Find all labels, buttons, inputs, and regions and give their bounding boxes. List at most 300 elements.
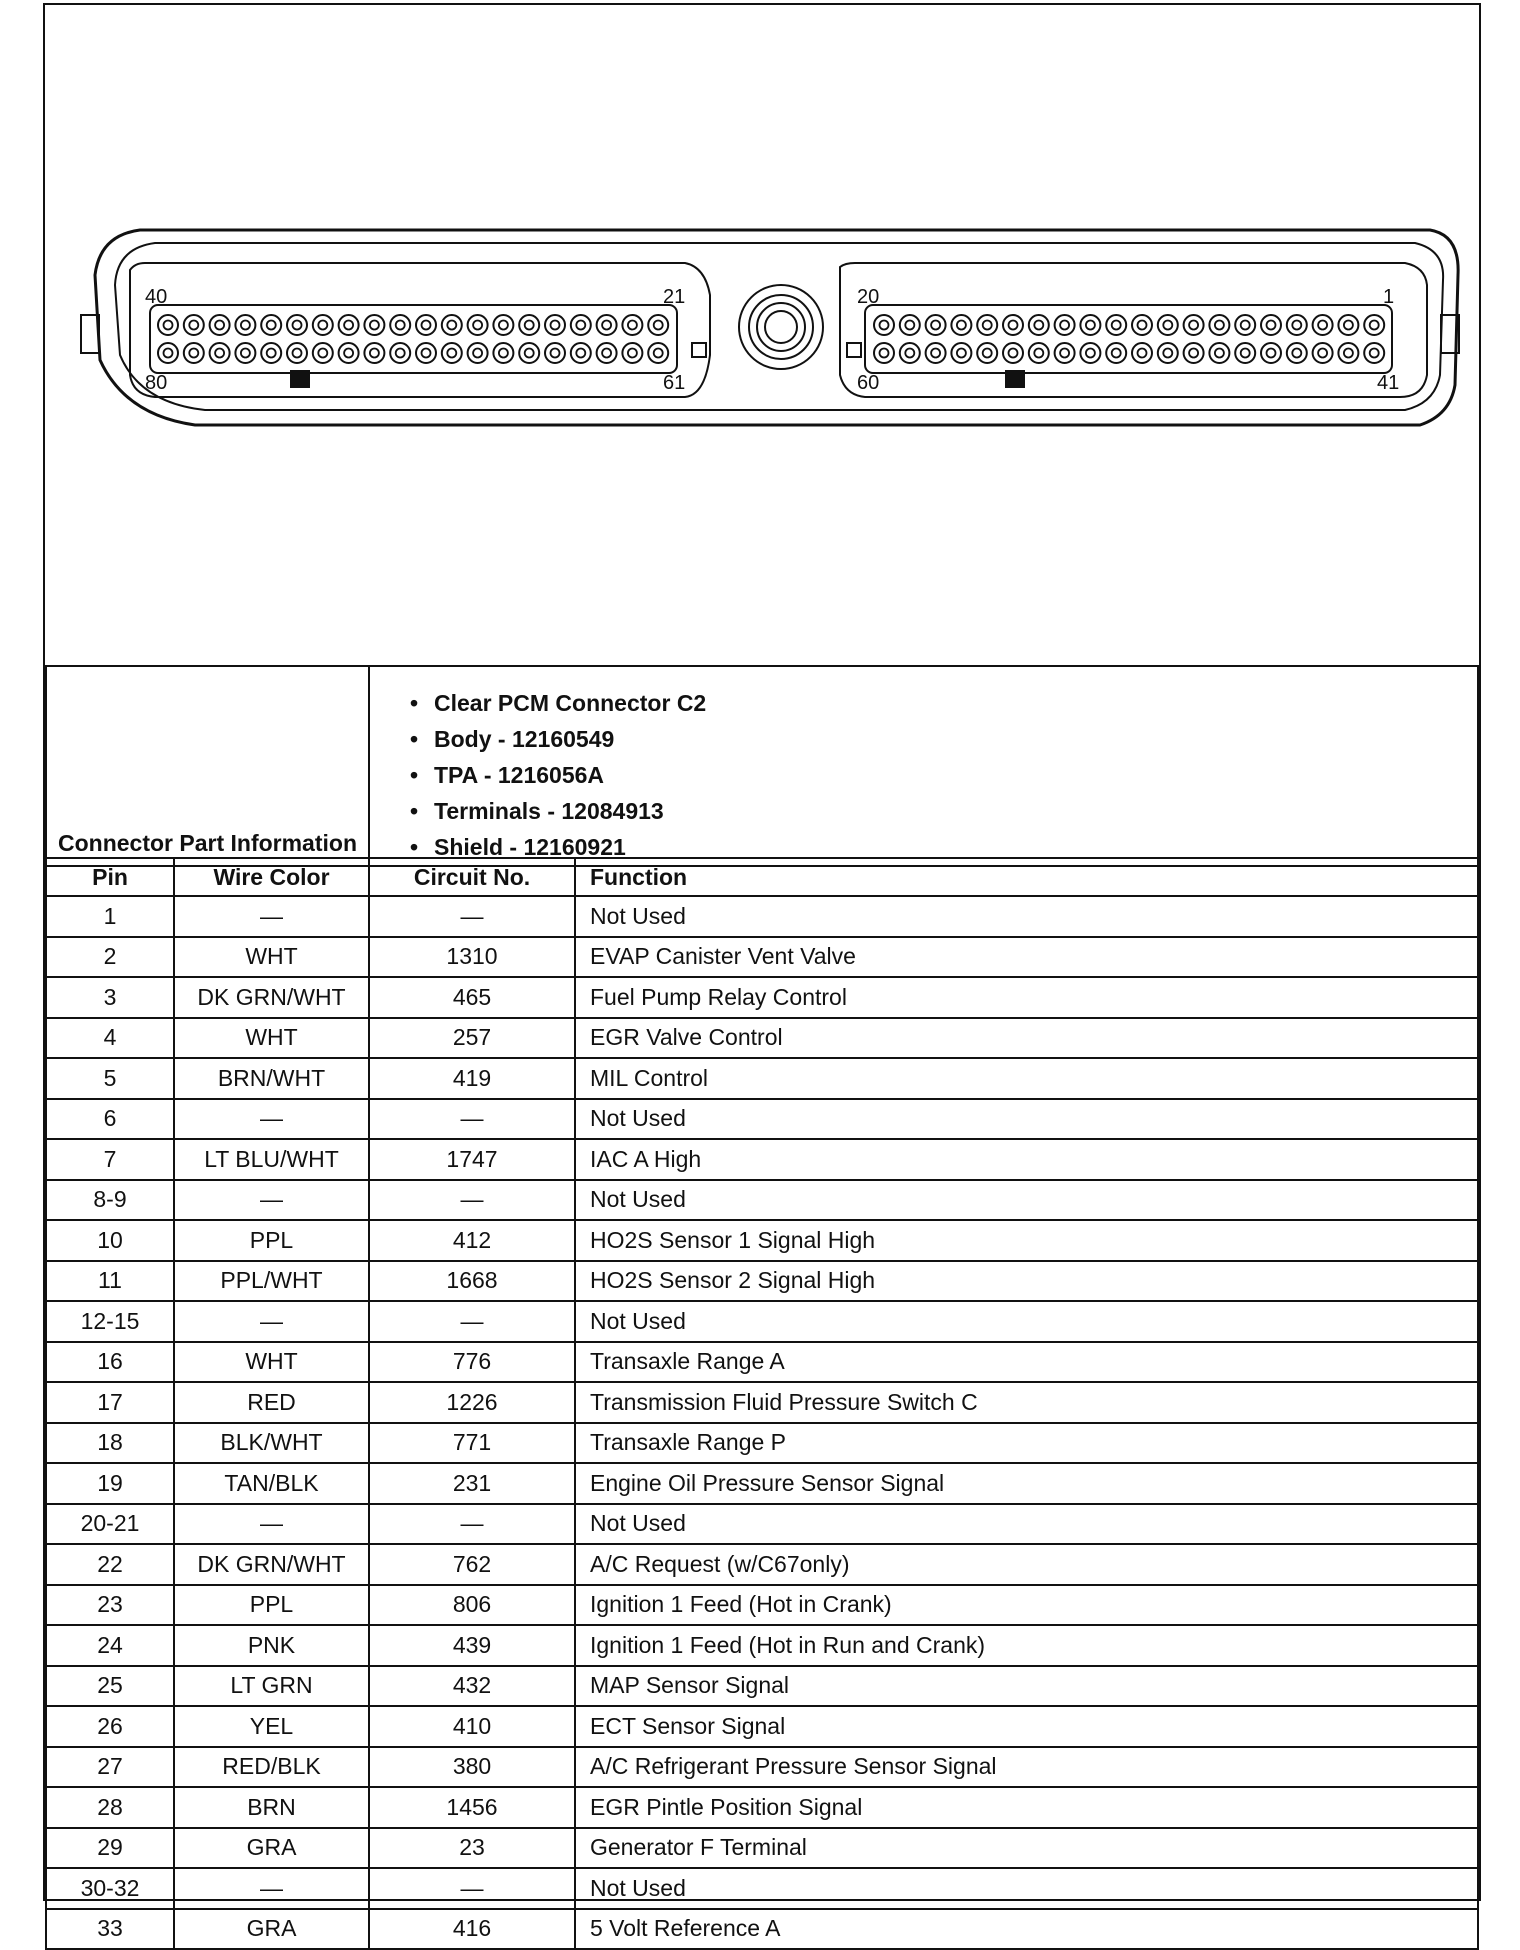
cell-circuit: 439 [369,1625,575,1666]
pin-cavity [468,315,488,335]
cell-pin: 27 [46,1747,174,1788]
cell-pin: 5 [46,1058,174,1099]
right-key [847,343,861,357]
cell-wire-color: TAN/BLK [174,1463,369,1504]
header-circuit: Circuit No. [369,858,575,896]
pin-cavity [571,343,591,363]
cell-wire-color: WHT [174,1342,369,1383]
connector-housing-outer [95,230,1458,425]
pin-cavity-center [370,349,379,358]
pin-cavity [977,343,997,363]
pin-cavity [1080,315,1100,335]
pin-cavity [364,315,384,335]
table-row [46,1261,1478,1302]
pin-cavity [364,343,384,363]
pin-cavity [1055,343,1075,363]
pin-cavity-center [654,321,663,330]
pin-cavity-center [1163,321,1172,330]
cell-wire-color: — [174,1504,369,1545]
pin-cavity [874,343,894,363]
cell-pin: 16 [46,1342,174,1383]
table-row [46,1220,1478,1261]
table-row [46,1868,1478,1909]
pin-cavity-center [267,349,276,358]
cell-circuit: 1226 [369,1382,575,1423]
center-bolt [739,285,823,369]
cell-wire-color: LT BLU/WHT [174,1139,369,1180]
connector-info-item: • Clear PCM Connector C2 [410,685,1477,721]
cell-pin: 26 [46,1706,174,1747]
pin-cavity-center [1370,349,1379,358]
pin-cavity [1313,315,1333,335]
cell-wire-color: RED [174,1382,369,1423]
pin-cavity [519,315,539,335]
cell-pin: 1 [46,896,174,937]
pin-cavity-center [1292,321,1301,330]
pin-cavity-center [1009,349,1018,358]
table-row [46,1342,1478,1383]
pin-cavity-center [654,349,663,358]
pin-cavity [1364,315,1384,335]
pin-cavity-center [1241,349,1250,358]
pin-cavity [1106,315,1126,335]
pin-cavity-center [1189,349,1198,358]
connector-info-item: • Terminals - 12084913 [410,793,1477,829]
pin-cavity [261,315,281,335]
pin-cavity-center [551,321,560,330]
left-pin-field [150,305,677,373]
cell-circuit: 1310 [369,937,575,978]
cell-wire-color: DK GRN/WHT [174,977,369,1018]
pin-cavity-center [576,349,585,358]
pin-cavity-center [1318,321,1327,330]
cell-function: HO2S Sensor 2 Signal High [575,1261,1478,1302]
cell-pin: 7 [46,1139,174,1180]
cell-function: A/C Request (w/C67only) [575,1544,1478,1585]
cell-pin: 10 [46,1220,174,1261]
pin-cavity [1106,343,1126,363]
pin-cavity-center [396,349,405,358]
pin-cavity [1055,315,1075,335]
pin-cavity [648,315,668,335]
pin-label-61: 61 [663,372,686,394]
pin-cavity [1235,343,1255,363]
cell-function: EGR Pintle Position Signal [575,1787,1478,1828]
pin-cavity-center [1138,349,1147,358]
pin-cavity-center [905,321,914,330]
table-row [46,1463,1478,1504]
cell-wire-color: — [174,1868,369,1909]
pin-cavity [210,315,230,335]
pin-cavity-center [1112,349,1121,358]
cell-function: A/C Refrigerant Pressure Sensor Signal [575,1747,1478,1788]
pin-cavity [545,343,565,363]
table-row [46,1018,1478,1059]
pin-cavity [900,343,920,363]
pin-table-header [46,858,1478,896]
cell-function: Not Used [575,1099,1478,1140]
pin-cavity [1338,315,1358,335]
pin-cavity [622,343,642,363]
pin-cavity-center [931,349,940,358]
cell-circuit: 1747 [369,1139,575,1180]
cell-circuit: — [369,896,575,937]
cell-function: Not Used [575,1868,1478,1909]
cell-circuit: 416 [369,1909,575,1950]
table-row [46,1666,1478,1707]
pin-cavity-center [215,321,224,330]
pin-cavity [468,343,488,363]
cell-pin: 28 [46,1787,174,1828]
pin-cavity-center [293,349,302,358]
pin-cavity-center [1344,321,1353,330]
cell-function: Transmission Fluid Pressure Switch C [575,1382,1478,1423]
connector-drawing [45,5,1479,665]
pin-cavity-center [1163,349,1172,358]
cell-wire-color: PNK [174,1625,369,1666]
cell-circuit: 410 [369,1706,575,1747]
pin-cavity [235,343,255,363]
pin-cavity [1184,315,1204,335]
right-pin-cavities [874,315,1384,363]
pin-cavity-center [189,349,198,358]
pin-cavity [313,343,333,363]
pin-cavity-center [164,349,173,358]
connector-info-item: • TPA - 1216056A [410,757,1477,793]
pin-cavity-center [1034,321,1043,330]
connector-info-table [45,665,1479,867]
cell-wire-color: YEL [174,1706,369,1747]
table-row [46,1585,1478,1626]
pin-cavity [519,343,539,363]
table-row [46,1423,1478,1464]
cell-function: Not Used [575,1504,1478,1545]
cell-pin: 30-32 [46,1868,174,1909]
cell-function: Ignition 1 Feed (Hot in Crank) [575,1585,1478,1626]
pin-cavity [951,343,971,363]
connector-info-item: • Shield - 12160921 [410,829,1477,865]
pin-cavity [313,315,333,335]
pin-cavity-center [1370,321,1379,330]
pin-cavity [1338,343,1358,363]
connector-info-item: • Body - 12160549 [410,721,1477,757]
pin-cavity [1287,343,1307,363]
pin-table [45,857,1479,1950]
pin-cavity [1364,343,1384,363]
pin-cavity-center [293,321,302,330]
cell-wire-color: WHT [174,937,369,978]
table-row [46,1099,1478,1140]
pin-cavity-center [576,321,585,330]
pin-cavity-center [344,321,353,330]
pin-cavity-center [983,321,992,330]
pin-cavity-center [189,321,198,330]
table-row [46,1828,1478,1869]
cell-function: IAC A High [575,1139,1478,1180]
pin-cavity [493,315,513,335]
table-row [46,1139,1478,1180]
pin-cavity [1184,343,1204,363]
pin-cavity [1158,343,1178,363]
pin-cavity [287,343,307,363]
table-row [46,1180,1478,1221]
cell-circuit: 231 [369,1463,575,1504]
pin-cavity [951,315,971,335]
pin-cavity-center [318,349,327,358]
pin-cavity [874,315,894,335]
pin-cavity [158,343,178,363]
cell-function: Generator F Terminal [575,1828,1478,1869]
pin-cavity [1261,315,1281,335]
pin-cavity [287,315,307,335]
table-row [46,1909,1478,1950]
pin-cavity [1132,343,1152,363]
cell-pin: 2 [46,937,174,978]
header-wire-color: Wire Color [174,858,369,896]
cell-circuit: 419 [369,1058,575,1099]
cell-pin: 23 [46,1585,174,1626]
cell-circuit: 23 [369,1828,575,1869]
pin-cavity [1235,315,1255,335]
pin-cavity [622,315,642,335]
pin-cavity-center [473,321,482,330]
pin-label-40: 40 [145,286,168,308]
pin-cavity [1287,315,1307,335]
cell-circuit: 412 [369,1220,575,1261]
cell-circuit: 762 [369,1544,575,1585]
cell-function: Ignition 1 Feed (Hot in Run and Crank) [575,1625,1478,1666]
table-row [46,1625,1478,1666]
pin-cavity-center [267,321,276,330]
cell-circuit: 1668 [369,1261,575,1302]
cell-function: 5 Volt Reference A [575,1909,1478,1950]
pin-cavity [1158,315,1178,335]
connector-housing-inner [115,243,1443,410]
cell-pin: 25 [46,1666,174,1707]
cell-function: EVAP Canister Vent Valve [575,937,1478,978]
pin-cavity-center [1344,349,1353,358]
table-row [46,1301,1478,1342]
cell-function: Engine Oil Pressure Sensor Signal [575,1463,1478,1504]
pin-cavity [571,315,591,335]
cell-pin: 33 [46,1909,174,1950]
cell-wire-color: BRN/WHT [174,1058,369,1099]
cell-function: ECT Sensor Signal [575,1706,1478,1747]
pin-cavity-center [905,349,914,358]
pin-cavity-center [370,321,379,330]
pin-cavity [1080,343,1100,363]
cell-pin: 24 [46,1625,174,1666]
pin-cavity [1029,315,1049,335]
table-row [46,1504,1478,1545]
pin-cavity-center [1034,349,1043,358]
cell-wire-color: GRA [174,1909,369,1950]
cell-wire-color: — [174,1180,369,1221]
pin-cavity-center [499,349,508,358]
cell-pin: 17 [46,1382,174,1423]
cell-pin: 6 [46,1099,174,1140]
pin-cavity-center [1292,349,1301,358]
pin-cavity [210,343,230,363]
cell-wire-color: WHT [174,1018,369,1059]
pin-cavity [261,343,281,363]
pin-cavity [442,343,462,363]
pin-cavity [339,343,359,363]
table-row [46,1544,1478,1585]
pin-cavity-center [602,321,611,330]
cell-circuit: 380 [369,1747,575,1788]
pin-cavity [158,315,178,335]
pin-cavity-center [344,349,353,358]
pin-label-41: 41 [1377,372,1400,394]
connector-part-info-label: Connector Part Information [46,666,369,866]
cell-circuit: 257 [369,1018,575,1059]
cell-pin: 11 [46,1261,174,1302]
cell-pin: 12-15 [46,1301,174,1342]
pin-cavity-center [628,321,637,330]
table-row [46,896,1478,937]
table-row [46,1787,1478,1828]
cell-pin: 22 [46,1544,174,1585]
pin-cavity [416,343,436,363]
cell-circuit: 432 [369,1666,575,1707]
cell-circuit: — [369,1301,575,1342]
pin-cavity-center [473,349,482,358]
pin-cavity [1003,315,1023,335]
pin-cavity [1209,343,1229,363]
pin-cavity [416,315,436,335]
table-row [46,1382,1478,1423]
pin-cavity-center [628,349,637,358]
left-key [692,343,706,357]
cell-wire-color: DK GRN/WHT [174,1544,369,1585]
cell-function: EGR Valve Control [575,1018,1478,1059]
pin-cavity [926,343,946,363]
cell-pin: 4 [46,1018,174,1059]
table-row [46,937,1478,978]
table-row [46,1058,1478,1099]
right-polarization-mark [1005,370,1025,388]
pin-cavity [235,315,255,335]
pin-cavity [1029,343,1049,363]
cell-circuit: 806 [369,1585,575,1626]
pin-cavity-center [164,321,173,330]
header-pin: Pin [46,858,174,896]
pin-cavity-center [1318,349,1327,358]
cell-wire-color: PPL/WHT [174,1261,369,1302]
pin-cavity-center [931,321,940,330]
cell-function: Not Used [575,896,1478,937]
pin-cavity-center [499,321,508,330]
pin-cavity-center [447,349,456,358]
pin-cavity [493,343,513,363]
cell-circuit: — [369,1868,575,1909]
table-row [46,977,1478,1018]
pin-cavity [900,315,920,335]
cell-function: Transaxle Range P [575,1423,1478,1464]
pin-cavity-center [1060,349,1069,358]
pin-cavity [184,315,204,335]
pin-cavity-center [1215,349,1224,358]
cell-function: Transaxle Range A [575,1342,1478,1383]
connector-diagram [45,5,1479,667]
cell-circuit: — [369,1099,575,1140]
cell-wire-color: LT GRN [174,1666,369,1707]
cell-function: MIL Control [575,1058,1478,1099]
cell-circuit: — [369,1180,575,1221]
cell-pin: 8-9 [46,1180,174,1221]
pin-cavity [390,315,410,335]
pin-cavity-center [241,321,250,330]
pin-cavity-center [957,321,966,330]
pin-cavity-center [396,321,405,330]
pin-cavity-center [241,349,250,358]
left-polarization-mark [290,370,310,388]
pin-cavity-center [957,349,966,358]
cell-function: Not Used [575,1180,1478,1221]
pin-cavity-center [1241,321,1250,330]
pin-cavity [1313,343,1333,363]
document-frame [43,3,1481,1942]
pin-cavity-center [880,349,889,358]
pin-cavity-center [1009,321,1018,330]
pin-cavity-center [1215,321,1224,330]
pin-cavity-center [1189,321,1198,330]
pin-cavity-center [422,321,431,330]
pin-cavity-center [1267,349,1276,358]
pin-cavity [597,315,617,335]
pin-cavity [1261,343,1281,363]
cell-wire-color: — [174,1301,369,1342]
pin-cavity [1209,315,1229,335]
cell-pin: 20-21 [46,1504,174,1545]
pin-cavity [926,315,946,335]
cell-wire-color: — [174,896,369,937]
pin-cavity [597,343,617,363]
pin-label-21: 21 [663,286,686,308]
pin-label-80: 80 [145,372,168,394]
cell-pin: 3 [46,977,174,1018]
pin-cavity [977,315,997,335]
cell-function: MAP Sensor Signal [575,1666,1478,1707]
right-pin-field [865,305,1392,373]
pin-cavity-center [551,349,560,358]
cell-circuit: 465 [369,977,575,1018]
cell-function: HO2S Sensor 1 Signal High [575,1220,1478,1261]
pin-cavity-center [1060,321,1069,330]
cell-wire-color: BRN [174,1787,369,1828]
pin-cavity [545,315,565,335]
cell-circuit: 1456 [369,1787,575,1828]
cell-circuit: — [369,1504,575,1545]
pin-cavity-center [422,349,431,358]
pin-cavity [184,343,204,363]
cell-function: Fuel Pump Relay Control [575,977,1478,1018]
connector-part-info-list [369,666,1478,866]
pin-cavity-center [1267,321,1276,330]
cell-pin: 18 [46,1423,174,1464]
pin-label-60: 60 [857,372,880,394]
pin-cavity [1132,315,1152,335]
pin-cavity-center [215,349,224,358]
pin-cavity [390,343,410,363]
pin-cavity [648,343,668,363]
pin-cavity-center [525,321,534,330]
cell-pin: 29 [46,1828,174,1869]
pin-cavity-center [1086,321,1095,330]
cell-circuit: 771 [369,1423,575,1464]
pin-cavity [339,315,359,335]
